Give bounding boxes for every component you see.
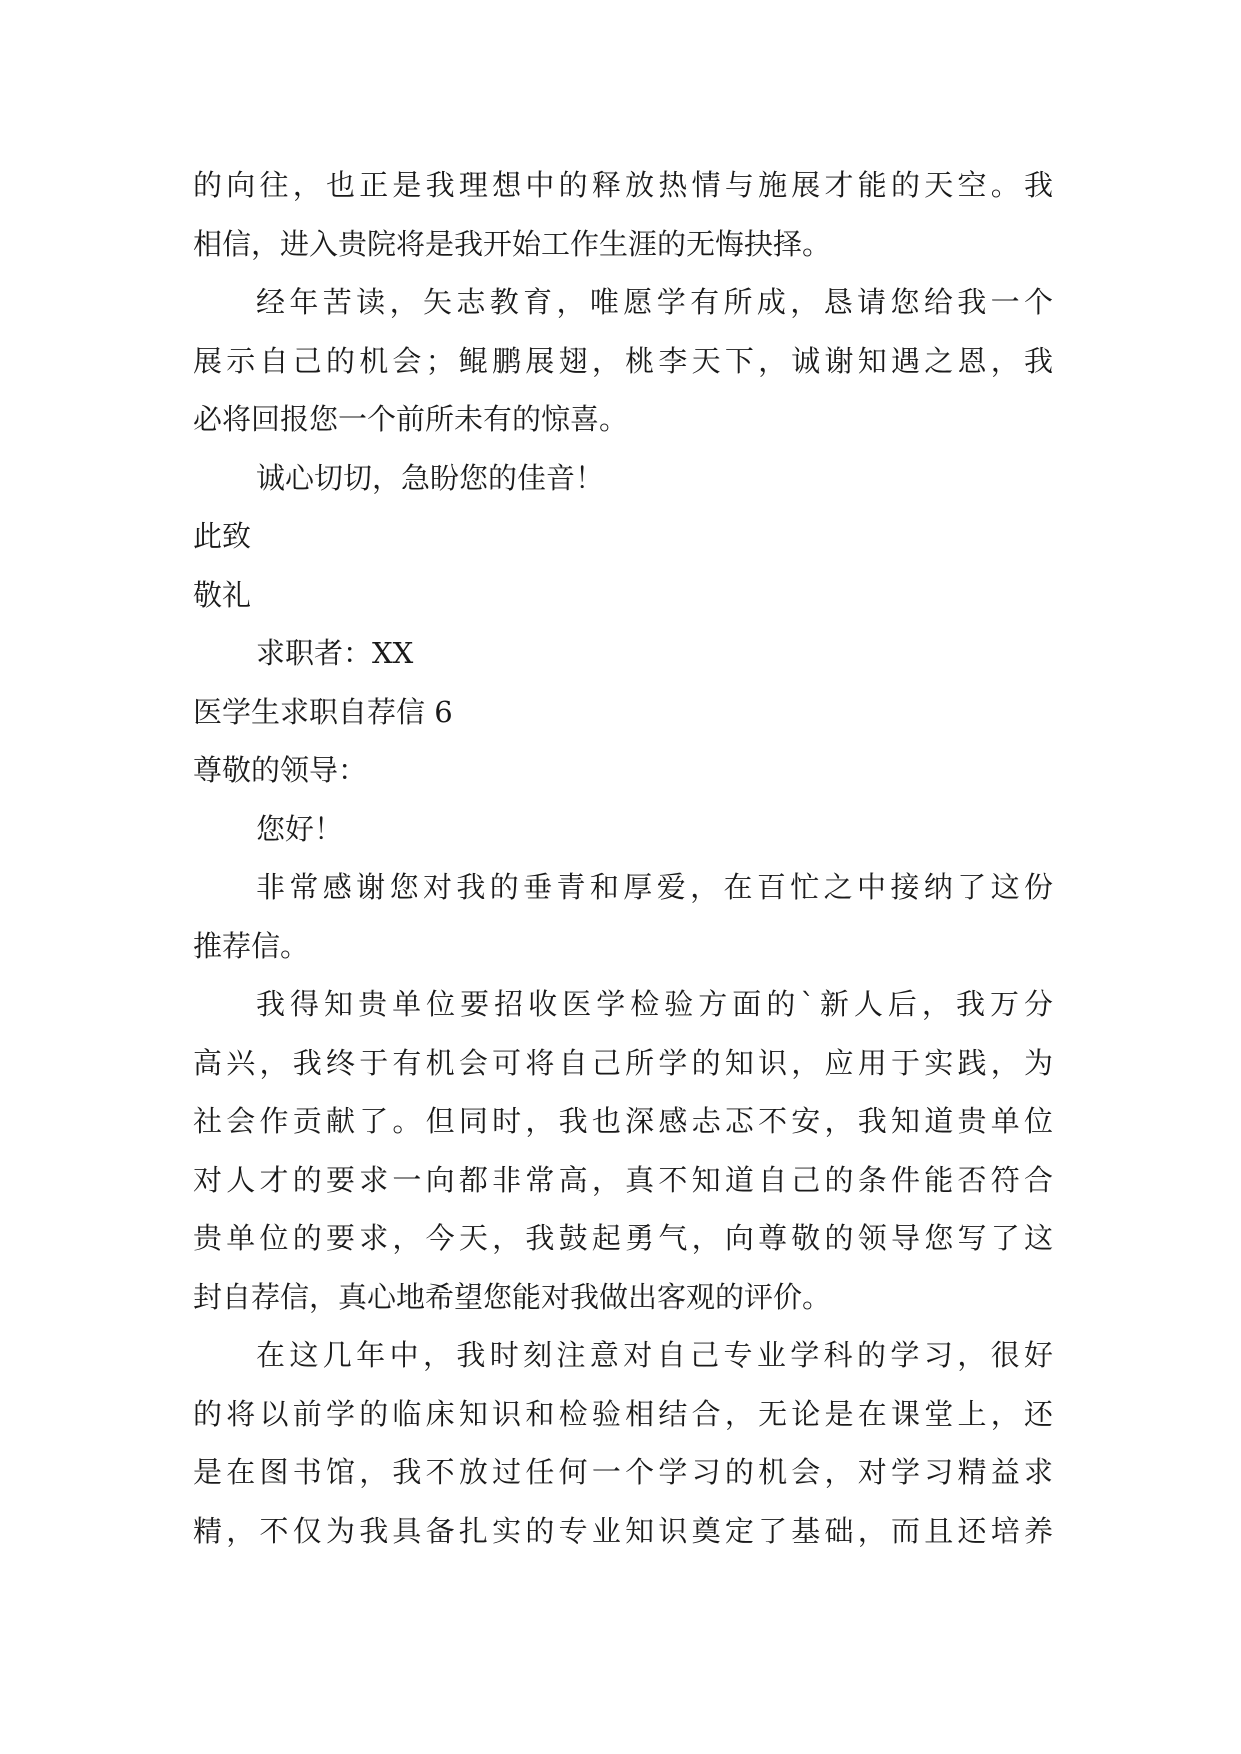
salutation-jingli: 敬礼 <box>193 577 252 612</box>
paragraph-line: 是在图书馆，我不放过任何一个学习的机会，对学习精益求 <box>193 1455 1053 1489</box>
paragraph-line: 封自荐信，真心地希望您能对我做出客观的评价。 <box>193 1279 832 1314</box>
paragraph-line: 非常感谢您对我的垂青和厚爱，在百忙之中接纳了这份 <box>256 870 1053 904</box>
greeting-hello: 您好！ <box>256 811 344 846</box>
closing-line: 诚心切切，急盼您的佳音！ <box>256 460 605 495</box>
paragraph-line: 推荐信。 <box>193 928 310 963</box>
paragraph-line: 必将回报您一个前所未有的惊喜。 <box>193 402 629 436</box>
paragraph-line: 精，不仅为我具备扎实的专业知识奠定了基础，而且还培养 <box>193 1513 1053 1548</box>
paragraph-line: 的向往，也正是我理想中的释放热情与施展才能的天空。我 <box>193 168 1053 202</box>
document-body <box>193 156 1053 1560</box>
paragraph-line: 在这几年中，我时刻注意对自己专业学科的学习，很好 <box>256 1338 1053 1372</box>
salutation-cizhi: 此致 <box>193 519 252 553</box>
paragraph-line: 对人才的要求一向都非常高，真不知道自己的条件能否符合 <box>193 1162 1053 1197</box>
paragraph-line: 相信，进入贵院将是我开始工作生涯的无悔抉择。 <box>193 226 832 261</box>
paragraph-line: 高兴，我终于有机会可将自己所学的知识，应用于实践，为 <box>193 1045 1053 1080</box>
paragraph-line: 贵单位的要求，今天，我鼓起勇气，向尊敬的领导您写了这 <box>193 1221 1053 1255</box>
section-title: 医学生求职自荐信 6 <box>193 694 453 729</box>
paragraph-line: 展示自己的机会；鲲鹏展翅，桃李天下，诚谢知遇之恩，我 <box>193 343 1053 378</box>
greeting-line: 尊敬的领导： <box>193 753 368 787</box>
paragraph-line: 我得知贵单位要招收医学检验方面的`新人后，我万分 <box>256 987 1053 1021</box>
paragraph-line: 的将以前学的临床知识和检验相结合，无论是在课堂上，还 <box>193 1396 1053 1431</box>
paragraph-line: 经年苦读，矢志教育，唯愿学有所成，恳请您给我一个 <box>256 285 1053 319</box>
signature-line: 求职者：XX <box>256 636 414 670</box>
paragraph-line: 社会作贡献了。但同时，我也深感忐忑不安，我知道贵单位 <box>193 1104 1053 1138</box>
